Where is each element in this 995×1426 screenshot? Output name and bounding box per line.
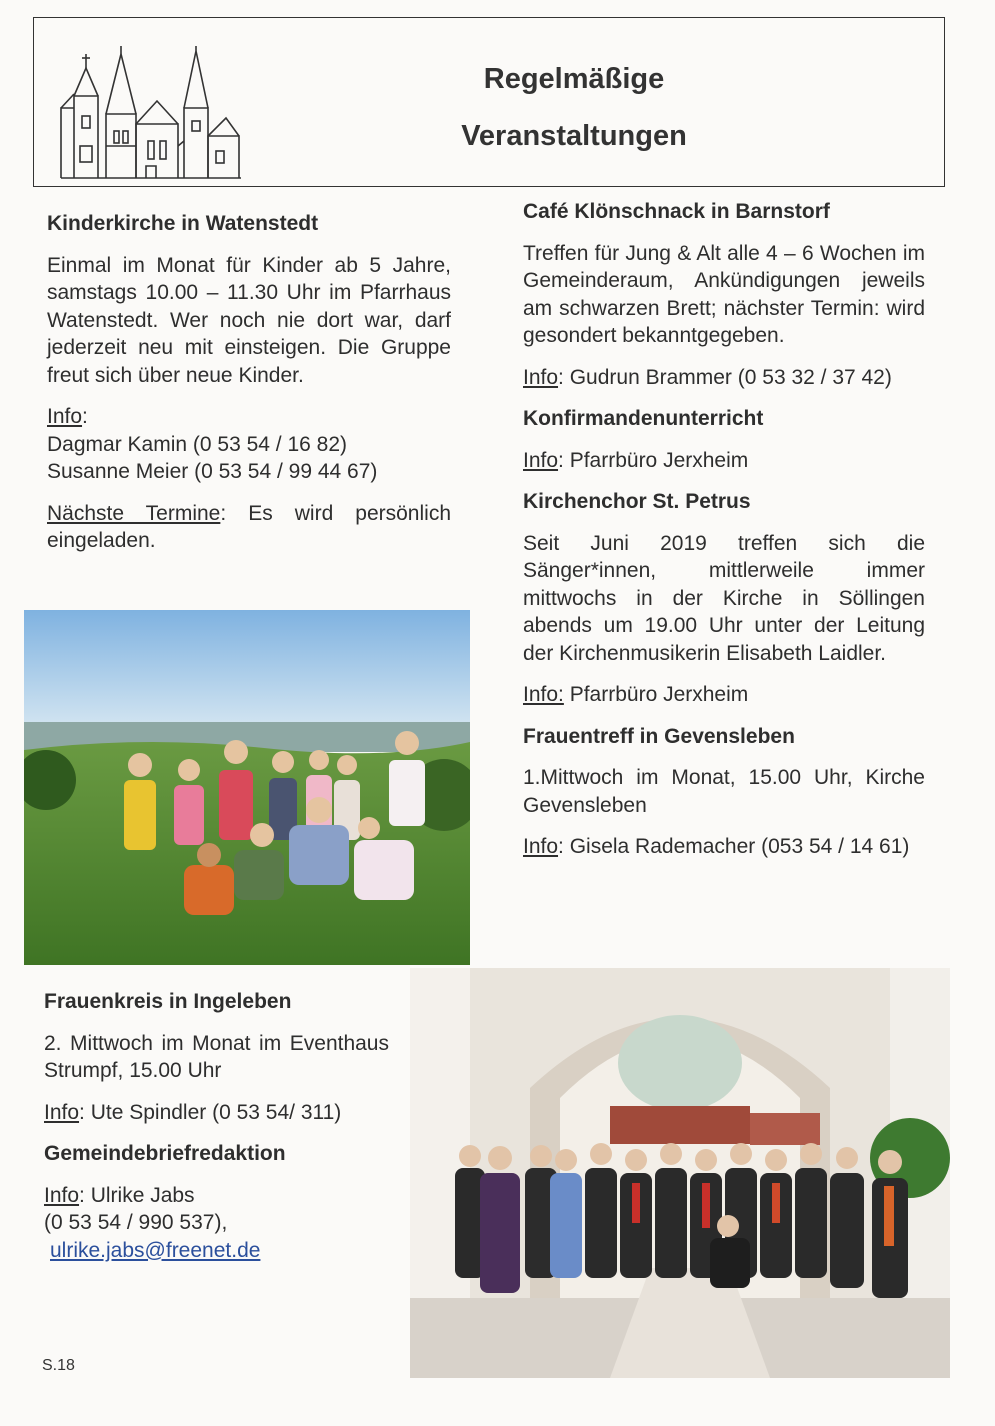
kinderkirche-text: Einmal im Monat für Kinder ab 5 Jahre, samstags 10.00 – 11.30 Uhr im Pfarrhaus Watenstedt. Wer noch nie dort war, darf jederzeit neu mit einsteigen. Die Gruppe freut sich über neue Kinder. bbox=[47, 253, 451, 387]
info-colon: : bbox=[82, 405, 88, 428]
redaktion-heading: Gemeindebriefredaktion bbox=[44, 1142, 286, 1165]
kinderkirche-termine bbox=[47, 500, 451, 555]
frauentreff-text: 1.Mittwoch im Monat, 15.00 Uhr, Kirche Gevensleben bbox=[523, 766, 925, 817]
info-label: Info bbox=[523, 448, 559, 472]
kinderkirche-heading: Kinderkirche in Watenstedt bbox=[47, 212, 319, 235]
frauenkreis-info-text: : Ute Spindler (0 53 54/ 311) bbox=[79, 1100, 342, 1124]
info-label: Info bbox=[47, 405, 83, 428]
kinderkirche-section bbox=[47, 210, 451, 555]
konfirmanden-heading: Konfirmandenunterricht bbox=[523, 407, 764, 430]
kirchenchor-text: Seit Juni 2019 treffen sich die Sänger*innen, mittlerweile immer mittwochs in der Kirche in Söllingen abends um 19.00 Uhr unter der Leitung der Kirchenmusikerin Elisabeth Laidler. bbox=[523, 531, 925, 665]
cafe-text: Treffen für Jung & Alt alle 4 – 6 Wochen im Gemeinderaum, Ankündigungen jeweils am schwarzen Brett; nächster Termin: wird gesondert bekanntgegeben. bbox=[523, 241, 925, 347]
konfirmanden-info-text: : Pfarrbüro Jerxheim bbox=[558, 448, 749, 472]
children-group-photo bbox=[24, 610, 470, 965]
kinderkirche-info bbox=[47, 403, 451, 431]
frauentreff-heading: Frauentreff in Gevensleben bbox=[523, 724, 795, 748]
termine-label: Nächste Termine bbox=[47, 501, 221, 525]
right-column bbox=[523, 198, 925, 861]
cafe-info-text: : Gudrun Brammer (0 53 32 / 37 42) bbox=[558, 365, 892, 389]
page-title-line2: Veranstaltungen bbox=[461, 120, 687, 152]
choir-photo bbox=[410, 968, 950, 1378]
info-label: Info bbox=[44, 1183, 80, 1207]
kirchenchor-info-text: Pfarrbüro Jerxheim bbox=[563, 683, 749, 706]
kinderkirche-contact-1: Dagmar Kamin (0 53 54 / 16 82) bbox=[47, 432, 347, 456]
info-label: Info: bbox=[523, 683, 564, 706]
kirchenchor-heading: Kirchenchor St. Petrus bbox=[523, 490, 751, 513]
redaktion-info-text: : Ulrike Jabs bbox=[79, 1183, 195, 1207]
info-label: Info bbox=[523, 365, 559, 389]
redaktion-phone: (0 53 54 / 990 537), bbox=[44, 1211, 228, 1234]
cafe-heading: Café Klönschnack in Barnstorf bbox=[523, 200, 830, 223]
kinderkirche-contact-2: Susanne Meier (0 53 54 / 99 44 67) bbox=[47, 460, 378, 483]
termine-text: : Es wird persönlich eingeladen. bbox=[47, 501, 451, 552]
frauenkreis-heading: Frauenkreis in Ingeleben bbox=[44, 990, 292, 1013]
frauenkreis-info bbox=[44, 1099, 389, 1127]
kirchenchor-info bbox=[523, 681, 925, 709]
info-label: Info bbox=[523, 835, 559, 858]
page-title-line1: Regelmäßige bbox=[483, 63, 665, 95]
konfirmanden-info bbox=[523, 447, 925, 475]
left-bottom-column bbox=[44, 988, 389, 1264]
frauentreff-info-text: : Gisela Rademacher (053 54 / 14 61) bbox=[558, 835, 910, 858]
info-label: Info bbox=[44, 1100, 80, 1124]
redaktion-info bbox=[44, 1182, 389, 1210]
church-drawing-icon bbox=[56, 46, 246, 181]
redaktion-email-link[interactable]: ulrike.jabs@freenet.de bbox=[50, 1238, 261, 1262]
frauentreff-info bbox=[523, 833, 925, 861]
header-box bbox=[33, 17, 945, 187]
cafe-info bbox=[523, 364, 925, 392]
page-number: S.18 bbox=[42, 1357, 75, 1374]
frauenkreis-text: 2. Mittwoch im Monat im Eventhaus Strumpf, 15.00 Uhr bbox=[44, 1031, 389, 1082]
